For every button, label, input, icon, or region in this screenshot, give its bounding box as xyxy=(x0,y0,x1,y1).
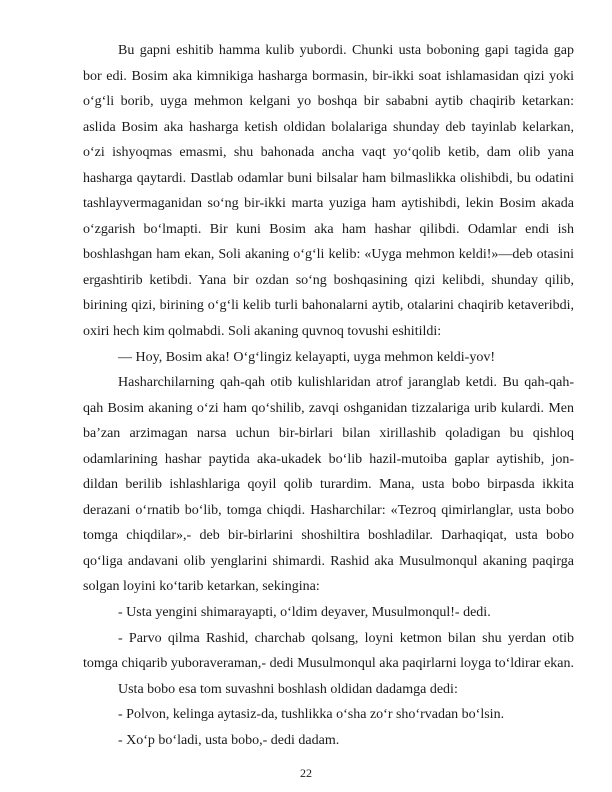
paragraph-5: - Parvo qilma Rashid, charchab qolsang, loyni ketmon bilan shu yerdan otib tomga chiqarib yuboraveraman,- dedi Musulmonqul aka paqirlarni loyga to‘ldirar ekan. xyxy=(83,630,575,672)
page-body xyxy=(83,38,574,753)
paragraph-6: Usta bobo esa tom suvashni boshlash oldidan dadamga dedi: xyxy=(118,681,458,697)
paragraph-2: — Hoy, Bosim aka! O‘g‘lingiz kelayapti, uyga mehmon keldi-yov! xyxy=(118,349,496,365)
page-number: 22 xyxy=(300,766,312,780)
paragraph-4: - Usta yengini shimarayapti, o‘ldim deyaver, Musulmonqul!- dedi. xyxy=(118,605,491,621)
paragraph-8: - Xo‘p bo‘ladi, usta bobo,- dedi dadam. xyxy=(118,732,340,748)
paragraph-3: Hasharchilarning qah-qah otib kulishlaridan atrof jaranglab ketdi. Bu qah-qah-qah Bosim akaning o‘zi ham qo‘shilib, zavqi oshganidan tizzalariga urib kulardi. Men ba’zan arzimagan narsa uchun bir-birlari bilan xirillashib qoladigan bu qishloq odamlarining hashar paytida aka-ukadek bo‘lib hazil-mutoiba gaplar aytishib, jon-dildan berilib ishlashlariga qoyil qolib turardim. Mana, usta bobo birpasda ikkita derazani o‘rnatib bo‘lib, tomga chiqdi. Hasharchilar: «Tezroq qimirlanglar, usta bobo tomga chiqdilar»,- deb bir-birlarini shoshiltira boshladilar. Darhaqiqat, usta bobo qo‘liga andavani olib yenglarini shimardi. Rashid aka Musulmonqul akaning paqirga solgan loyini ko‘tarib ketarkan, sekingina: xyxy=(83,375,574,595)
paragraph-1: Bu gapni eshitib hamma kulib yubordi. Chunki usta boboning gapi tagida gap bor edi. Bosim aka kimnikiga hasharga bormasin, bir-ikki soat ishlamasidan qizi yoki o‘g‘li borib, uyga mehmon kelgani yo boshqa bir sababni aytib chaqirib ketarkan: aslida Bosim aka hasharga ketish oldidan bolalariga shunday deb tayinlab kelarkan, o‘zi ishyoqmas emasmi, shu bahonada ancha vaqt yo‘qolib ketib, dam olib yana hasharga qaytardi. Dastlab odamlar buni bilsalar ham bilmaslikka olishibdi, bu odatini tashlayvermaganidan so‘ng bir-ikki marta yuziga ham aytishibdi, lekin Bosim akada o‘zgarish bo‘lmapti. Bir kuni Bosim aka ham hashar qilibdi. Odamlar endi ish boshlashgan ham ekan, Soli akaning o‘g‘li kelib: «Uyga mehmon keldi!»—deb otasini ergashtirib ketibdi. Yana bir ozdan so‘ng boshqasining qizi kelibdi, shunday qilib, birining qizi, birining o‘g‘li kelib turli bahonalarni aytib, otalarini chaqirib ketaveribdi, oxiri hech kim qolmabdi. Soli akaning quvnoq tovushi eshitildi: xyxy=(83,43,574,340)
paragraph-7: - Polvon, kelinga aytasiz-da, tushlikka o‘sha zo‘r sho‘rvadan bo‘lsin. xyxy=(118,707,505,723)
